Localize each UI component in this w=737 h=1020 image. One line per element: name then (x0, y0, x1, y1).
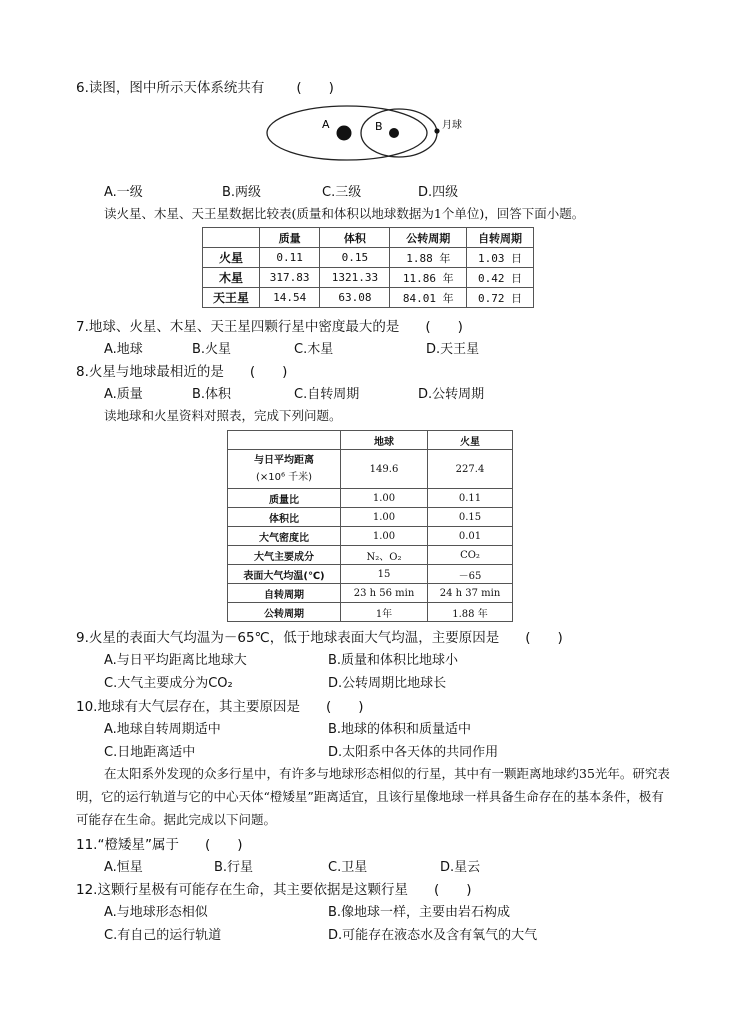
star-a (337, 126, 352, 141)
table-header-row (203, 228, 534, 248)
intro-table2: 读地球和火星资料对照表，完成下列问题。 (104, 408, 342, 423)
answer-blank: ( ) (296, 80, 334, 96)
label-a: A (322, 118, 330, 131)
reading-passage: 在太阳系外发现的众多行星中，有许多与地球形态相似的行星，其中有一颗距离地球约35光年。研究表明，它的运行轨道与它的中心天体“橙矮星”距离适宜，且该行星像地球一样具备生命存在的基本条件，极有可能存在生命。据此完成以下问题。 (76, 766, 670, 827)
table-cell: N₂、O₂ (341, 546, 428, 565)
answer-blank: ( ) (433, 882, 472, 898)
row-header: 公转周期 (228, 603, 341, 622)
label-b: B (375, 120, 383, 133)
row-header: 表面大气均温(℃) (228, 565, 341, 584)
q6-option-b[interactable]: B.两级 (222, 185, 262, 200)
table-cell: 11.86 年 (390, 268, 467, 288)
table-cell: 63.08 (320, 288, 390, 308)
table-row (203, 288, 534, 308)
q9-option-a[interactable]: A.与日平均距离比地球大 (104, 653, 247, 668)
table-cell: 0.11 (428, 489, 513, 508)
table-header-cell (228, 431, 341, 450)
row-header: 火星 (203, 248, 260, 268)
planet-comparison-table (202, 227, 534, 308)
table-cell: 1.03 日 (467, 248, 534, 268)
table-cell: 227.4 (428, 450, 513, 489)
q8-option-a[interactable]: A.质量 (104, 387, 143, 402)
row-header (228, 450, 341, 489)
earth-mars-table (227, 430, 513, 622)
table-cell: CO₂ (428, 546, 513, 565)
question-6-stem: 6.读图，图中所示天体系统共有 ( ) (76, 80, 334, 96)
answer-blank: ( ) (325, 699, 364, 715)
q6-option-a[interactable]: A.一级 (104, 185, 143, 200)
answer-blank: ( ) (249, 364, 288, 380)
question-12-stem: 12.这颗行星极有可能存在生命，其主要依据是这颗行星 ( ) (76, 882, 472, 898)
table-cell: 24 h 37 min (428, 584, 513, 603)
answer-blank: ( ) (425, 319, 463, 335)
q8-option-c[interactable]: C.自转周期 (294, 387, 360, 402)
table-row (228, 527, 513, 546)
table-row (203, 248, 534, 268)
table-header-cell: 体积 (320, 228, 390, 248)
row-header: 自转周期 (228, 584, 341, 603)
row-header: 质量比 (228, 489, 341, 508)
q11-option-a[interactable]: A.恒星 (104, 860, 143, 875)
answer-blank: ( ) (525, 630, 563, 646)
dist-label-line1: 与日平均距离 (254, 455, 314, 466)
table-row (228, 603, 513, 622)
table-row (228, 584, 513, 603)
intro-table1: 读火星、木星、天王星数据比较表(质量和体积以地球数据为1个单位)，回答下面小题。 (104, 206, 585, 221)
table-header-row (228, 431, 513, 450)
table-cell: 23 h 56 min (341, 584, 428, 603)
celestial-system-diagram (260, 102, 470, 166)
table-row (228, 450, 513, 489)
table-row (228, 508, 513, 527)
table-header-cell: 火星 (428, 431, 513, 450)
q8-option-d[interactable]: D.公转周期 (418, 387, 485, 402)
table-cell: －65 (428, 565, 513, 584)
q9-option-d[interactable]: D.公转周期比地球长 (328, 676, 447, 691)
table-cell: 149.6 (341, 450, 428, 489)
moon (434, 128, 439, 133)
table-row (203, 268, 534, 288)
label-moon: 月球 (442, 120, 462, 131)
q10-option-d[interactable]: D.太阳系中各天体的共同作用 (328, 745, 499, 760)
row-header: 体积比 (228, 508, 341, 527)
q7-option-c[interactable]: C.木星 (294, 342, 334, 357)
table-cell: 84.01 年 (390, 288, 467, 308)
q11-option-d[interactable]: D.星云 (440, 860, 481, 875)
row-header: 大气主要成分 (228, 546, 341, 565)
planet-b (389, 128, 399, 138)
row-header: 天王星 (203, 288, 260, 308)
dist-label-line2: (×10⁶ 千米) (255, 472, 313, 483)
table-row (228, 565, 513, 584)
q7-option-d[interactable]: D.天王星 (426, 342, 480, 357)
table-header-cell: 自转周期 (467, 228, 534, 248)
q7-option-b[interactable]: B.火星 (192, 342, 232, 357)
table-cell: 0.72 日 (467, 288, 534, 308)
table-cell: 15 (341, 565, 428, 584)
table-cell: 1.00 (341, 527, 428, 546)
q10-option-a[interactable]: A.地球自转周期适中 (104, 722, 221, 737)
question-9-stem: 9.火星的表面大气均温为－65℃，低于地球表面大气均温，主要原因是 ( ) (76, 630, 563, 646)
q12-option-c[interactable]: C.有自己的运行轨道 (104, 928, 222, 943)
table-row (228, 546, 513, 565)
q12-option-b[interactable]: B.像地球一样，主要由岩石构成 (328, 905, 511, 920)
q12-option-a[interactable]: A.与地球形态相似 (104, 905, 208, 920)
question-8-stem: 8.火星与地球最相近的是 ( ) (76, 364, 288, 380)
table-cell: 1.88 年 (428, 603, 513, 622)
q8-option-b[interactable]: B.体积 (192, 387, 232, 402)
table-cell: 0.01 (428, 527, 513, 546)
question-11-stem: 11.“橙矮星”属于 ( ) (76, 837, 243, 853)
table-cell: 0.42 日 (467, 268, 534, 288)
table-cell: 1.88 年 (390, 248, 467, 268)
table-cell: 1.00 (341, 508, 428, 527)
table-cell: 0.15 (428, 508, 513, 527)
table-cell: 1.00 (341, 489, 428, 508)
table-header-cell (203, 228, 260, 248)
row-header: 木星 (203, 268, 260, 288)
q12-option-d[interactable]: D.可能存在液态水及含有氧气的大气 (328, 928, 538, 943)
q9-option-b[interactable]: B.质量和体积比地球小 (328, 653, 459, 668)
table-cell: 1年 (341, 603, 428, 622)
table-header-cell: 公转周期 (390, 228, 467, 248)
q6-option-d[interactable]: D.四级 (418, 185, 459, 200)
table-cell: 0.11 (260, 248, 320, 268)
q6-option-c[interactable]: C.三级 (322, 185, 362, 200)
row-header: 大气密度比 (228, 527, 341, 546)
question-10-stem: 10.地球有大气层存在，其主要原因是 ( ) (76, 699, 364, 715)
q9-option-c[interactable]: C.大气主要成分为CO₂ (104, 676, 233, 691)
table-header-cell: 地球 (341, 431, 428, 450)
q10-option-b[interactable]: B.地球的体积和质量适中 (328, 722, 472, 737)
table-cell: 1321.33 (320, 268, 390, 288)
table-header-cell: 质量 (260, 228, 320, 248)
question-7-stem: 7.地球、火星、木星、天王星四颗行星中密度最大的是 ( ) (76, 319, 463, 335)
q10-option-c[interactable]: C.日地距离适中 (104, 745, 196, 760)
table-row (228, 489, 513, 508)
answer-blank: ( ) (204, 837, 243, 853)
q11-option-b[interactable]: B.行星 (214, 860, 254, 875)
table-cell: 317.83 (260, 268, 320, 288)
table-cell: 0.15 (320, 248, 390, 268)
table-cell: 14.54 (260, 288, 320, 308)
q11-option-c[interactable]: C.卫星 (328, 860, 368, 875)
q7-option-a[interactable]: A.地球 (104, 342, 143, 357)
